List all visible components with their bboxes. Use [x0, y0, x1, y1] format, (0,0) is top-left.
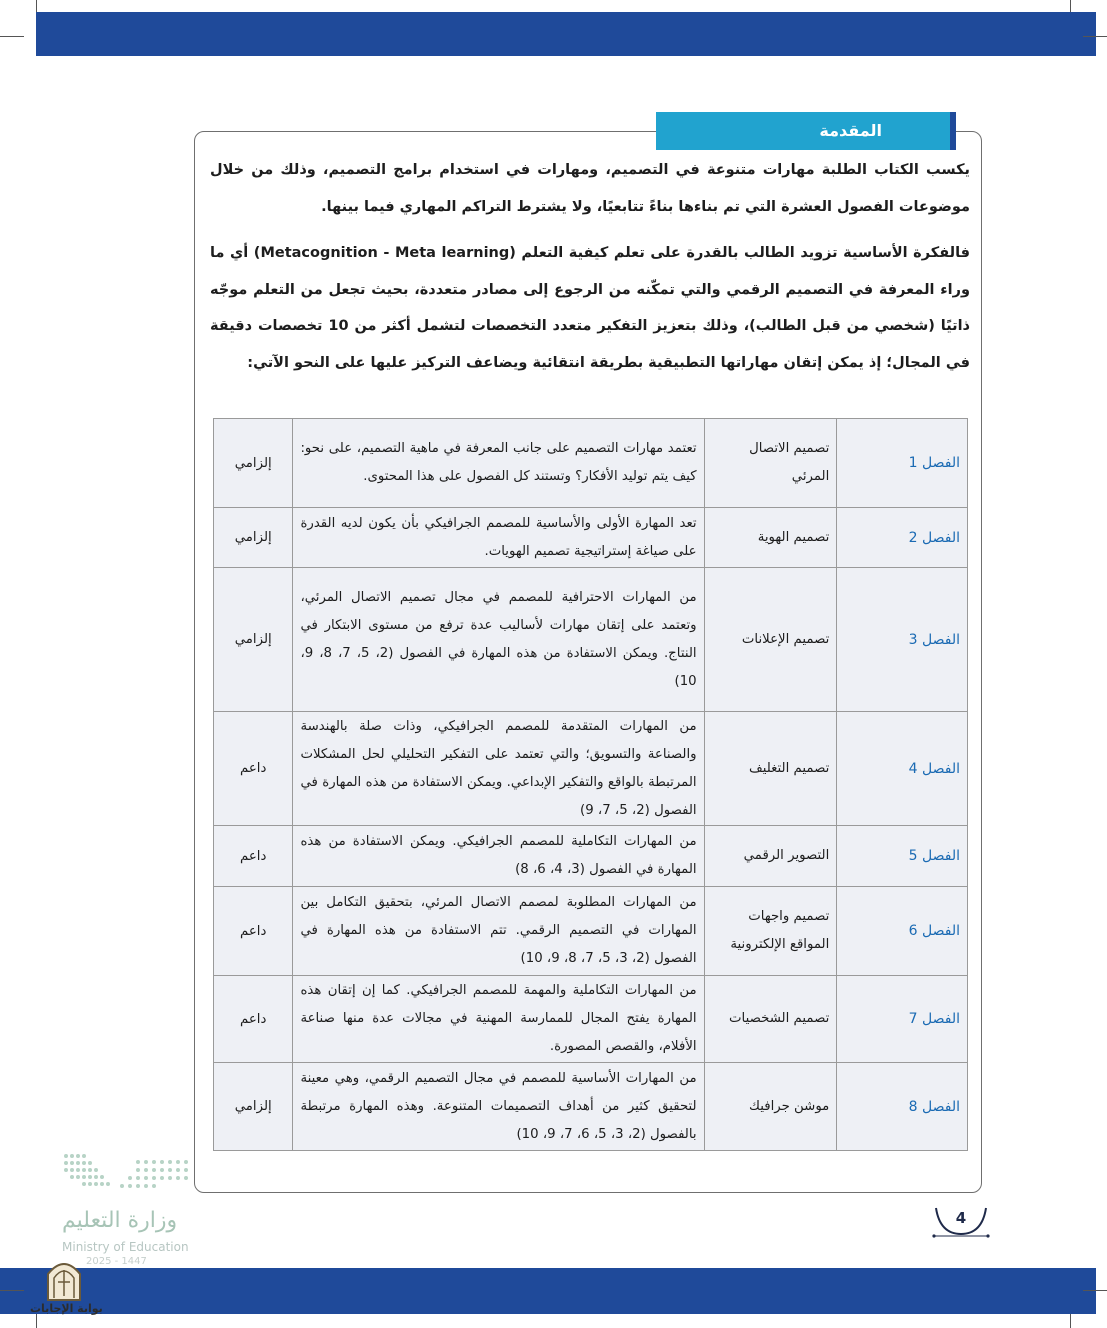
chapter-description: من المهارات الاحترافية للمصمم في مجال تصميم الاتصال المرئي، وتعتمد على إتقان مهارات لأساليب عدة ترفع من مستوى الابتكار في النتاج. ويمكن الاستفادة من هذه المهارة في الفصول (2، 5، 7، 8، 9، 10): [293, 568, 704, 712]
chapter-title: تصميم الشخصيات: [704, 976, 837, 1063]
chapter-type: داعم: [214, 976, 293, 1063]
table-row: [214, 419, 968, 508]
chapter-description: من المهارات الأساسية للمصمم في مجال التصميم الرقمي، وهي معينة لتحقيق كثير من أهداف التصميمات المتنوعة. وهذه المهارة مرتبطة بالفصول (2، 3، 5، 6، 7، 9، 10): [293, 1063, 704, 1151]
chapter-number: الفصل 5: [837, 826, 968, 887]
chapter-title: تصميم الهوية: [704, 508, 837, 568]
chapter-type: داعم: [214, 887, 293, 976]
chapter-number: الفصل 7: [837, 976, 968, 1063]
intro-paragraph-1: يكسب الكتاب الطلبة مهارات متنوعة في التصميم، ومهارات في استخدام برامج التصميم، وذلك من خلال موضوعات الفصول العشرة التي تم بناءها بناءً تتابعيًا، ولا يشترط التراكم المهاري فيما بينها.: [210, 162, 970, 215]
crop-mark: [1070, 0, 1071, 12]
ministry-logo-icon: [58, 1150, 198, 1198]
crop-mark: [1083, 36, 1107, 37]
chapter-description: من المهارات التكاملية والمهمة للمصمم الجرافيكي. كما إن إتقان هذه المهارة يفتح المجال للممارسة المهنية في مجالات عدة منها صناعة الأفلام، والقصص المصورة.: [293, 976, 704, 1063]
chapter-type: إلزامي: [214, 419, 293, 508]
chapter-description: تعتمد مهارات التصميم على جانب المعرفة في ماهية التصميم، على نحو: كيف يتم توليد الأفكار؟ وتستند كل الفصول على هذا المحتوى.: [293, 419, 704, 508]
crop-mark: [36, 1314, 37, 1328]
portal-name: بوابة الإجابات: [30, 1302, 103, 1315]
ministry-name-arabic: وزارة التعليم: [62, 1208, 178, 1233]
ministry-year: 2025 - 1447: [86, 1256, 147, 1267]
chapter-title: التصوير الرقمي: [704, 826, 837, 887]
chapter-type: إلزامي: [214, 1063, 293, 1151]
crop-mark: [0, 36, 24, 37]
chapter-type: داعم: [214, 826, 293, 887]
page-number: 4: [955, 1209, 967, 1227]
crop-mark: [0, 1290, 24, 1291]
chapter-number: الفصل 8: [837, 1063, 968, 1151]
table-row: [214, 568, 968, 712]
chapter-number: الفصل 4: [837, 712, 968, 826]
chapter-title: تصميم واجهات المواقع الإلكترونية: [704, 887, 837, 976]
crop-mark: [1083, 1290, 1107, 1291]
chapter-type: إلزامي: [214, 508, 293, 568]
table-row: [214, 976, 968, 1063]
chapter-number: الفصل 6: [837, 887, 968, 976]
chapter-number: الفصل 2: [837, 508, 968, 568]
chapter-title: تصميم الإعلانات: [704, 568, 837, 712]
chapter-title: موشن جرافيك: [704, 1063, 837, 1151]
crop-mark: [36, 0, 37, 12]
chapter-type: إلزامي: [214, 568, 293, 712]
chapter-description: من المهارات المتقدمة للمصمم الجرافيكي، وذات صلة بالهندسة والصناعة والتسويق؛ والتي تعتمد على التفكير التحليلي لحل المشكلات المرتبطة بالواقع والتفكير الإبداعي. ويمكن الاستفادة من هذه المهارة في الفصول (2، 5، 7، 9): [293, 712, 704, 826]
chapter-type: داعم: [214, 712, 293, 826]
chapters-table: [213, 418, 968, 1151]
chapter-description: من المهارات التكاملية للمصمم الجرافيكي. ويمكن الاستفادة من هذه المهارة في الفصول (3، 4، 6، 8): [293, 826, 704, 887]
section-title: المقدمة: [656, 112, 956, 150]
ministry-name-english: Ministry of Education: [62, 1240, 189, 1254]
intro-text: [210, 152, 970, 381]
table-row: [214, 508, 968, 568]
chapter-description: تعد المهارة الأولى والأساسية للمصمم الجرافيكي بأن يكون لديه القدرة على صياغة إستراتيجية تصميم الهويات.: [293, 508, 704, 568]
intro-paragraph-2: فالفكرة الأساسية تزويد الطالب بالقدرة على تعلم كيفية التعلم (Metacognition - Meta learning) أي ما وراء المعرفة في التصميم الرقمي والتي تمكّنه من الرجوع إلى مصادر متعددة، بحيث تجعل من التعلم موجّه ذاتيًا (شخصي من قبل الطالب)، وذلك بتعزيز التفكير متعدد التخصصات لتشمل أكثر من 10 تخصصات دقيقة في المجال؛ إذ يمكن إتقان مهاراتها التطبيقية بطريقة انتقائية ويضاعف التركيز عليها على النحو الآتي:: [210, 245, 971, 371]
bottom-footer-band: [0, 1268, 1096, 1314]
crop-mark: [1070, 1314, 1071, 1328]
table-row: [214, 1063, 968, 1151]
table-row: [214, 887, 968, 976]
portal-logo-icon: [40, 1252, 88, 1304]
chapter-number: الفصل 1: [837, 419, 968, 508]
chapter-number: الفصل 3: [837, 568, 968, 712]
table-row: [214, 826, 968, 887]
table-row: [214, 712, 968, 826]
top-header-band: [36, 12, 1096, 56]
chapter-title: تصميم الاتصال المرئي: [704, 419, 837, 508]
chapter-description: من المهارات المطلوبة لمصمم الاتصال المرئي، بتحقيق التكامل بين المهارات في التصميم الرقمي. تتم الاستفادة من هذه المهارة في الفصول (2، 3، 5، 7، 8، 9، 10): [293, 887, 704, 976]
chapter-title: تصميم التغليف: [704, 712, 837, 826]
